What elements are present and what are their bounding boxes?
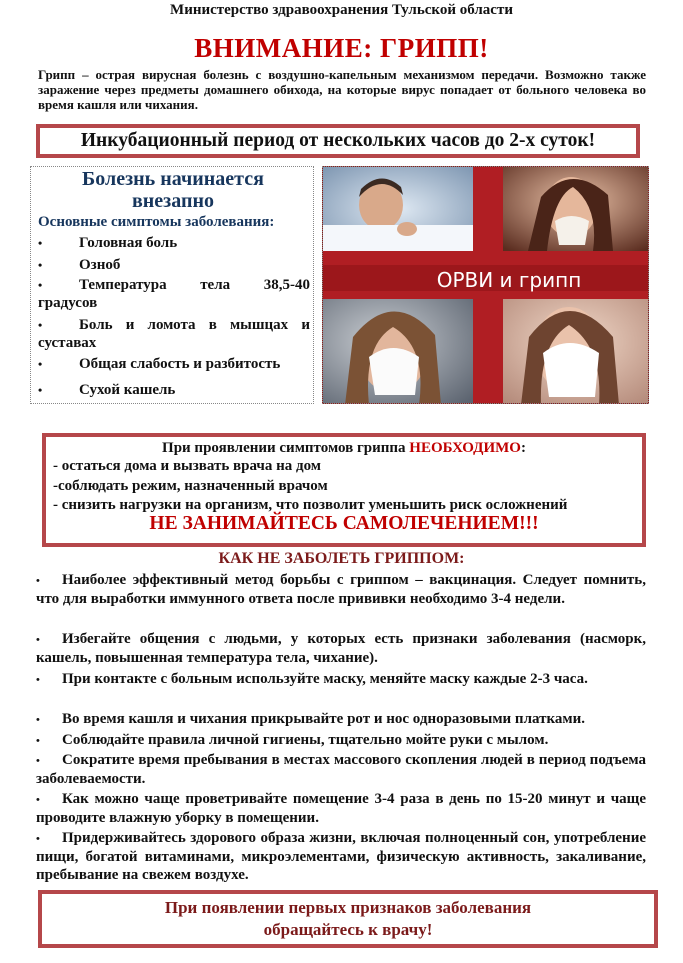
symptom-item [38, 234, 310, 252]
prevention-item [36, 751, 646, 788]
bullet-icon: • [38, 357, 43, 371]
symptom-text-cont: суставах [38, 335, 97, 351]
bullet-icon: • [38, 383, 43, 397]
incubation-banner: Инкубационный период от нескольких часов до 2-х суток! [36, 124, 640, 158]
prevention-text: Во время кашля и чихания прикрывайте рот и нос одноразовыми платками. [62, 711, 585, 727]
collage-illustration [323, 167, 649, 404]
prevention-item [36, 630, 646, 667]
symptom-text: Озноб [79, 257, 121, 273]
photo-banner-text: ОРВИ и грипп [436, 268, 582, 292]
prevention-item [36, 670, 646, 689]
bullet-icon: • [38, 278, 43, 292]
symptom-text: Боль и ломота в мышцах и [79, 317, 310, 333]
symptoms-title-line2: внезапно [131, 190, 215, 212]
prevention-item [36, 710, 646, 729]
sneezing-woman-photo [503, 167, 649, 251]
prevention-text: Наиболее эффективный метод борьбы с гриппом – вакцинация. Следует помнить, что для выработки иммунного ответа после прививки необходимо 3-4 недели. [36, 572, 646, 607]
prevention-item [36, 829, 646, 884]
necessary-item: -соблюдать режим, назначенный врачом [53, 478, 328, 494]
bullet-icon: • [36, 714, 40, 726]
symptom-text: Сухой кашель [79, 382, 176, 398]
self-treatment-warning: НЕ ЗАНИМАЙТЕСЬ САМОЛЕЧЕНИЕМ!!! [149, 513, 539, 534]
necessary-item: - остаться дома и вызвать врача на дом [53, 458, 322, 474]
symptom-item [38, 381, 310, 399]
intro-paragraph: Грипп – острая вирусная болезнь с воздушно-капельным механизмом передачи. Возможно также заражение через предметы домашнего обихода, на которые вирус попадает от больного человека во время кашля или чихания. [38, 67, 646, 112]
symptom-text: Головная боль [79, 235, 178, 251]
bullet-icon: • [36, 575, 40, 587]
bullet-icon: • [38, 258, 43, 272]
bullet-icon: • [38, 236, 43, 250]
prevention-item [36, 571, 646, 608]
page-title: ВНИМАНИЕ: ГРИПП! [194, 33, 489, 63]
prevention-text: Придерживайтесь здорового образа жизни, включая полноценный сон, употребление пищи, богатой витаминами, микроэлементами, физическую активность, закаливание, пребывание на свежем воздухе. [36, 830, 646, 883]
prevention-text: При контакте с больным используйте маску, меняйте маску каждые 2-3 часа. [62, 671, 588, 687]
bullet-icon: • [36, 755, 40, 767]
necessary-title-suffix: : [520, 440, 526, 456]
prevention-text: Избегайте общения с людьми, у которых есть признаки заболевания (насморк, кашель, повышенная температура тела, чихание). [36, 631, 646, 666]
ministry-header: Министерство здравоохранения Тульской области [170, 2, 513, 18]
necessary-title-emphasis: НЕОБХОДИМО [409, 440, 521, 456]
necessary-title [42, 440, 646, 457]
symptom-item [38, 355, 310, 373]
bullet-icon: • [36, 634, 40, 646]
symptoms-title-line1: Болезнь начинается [82, 168, 264, 190]
symptom-text: Общая слабость и разбитость [79, 356, 281, 372]
symptoms-subtitle: Основные симптомы заболевания: [38, 214, 275, 230]
prevention-title: КАК НЕ ЗАБОЛЕТЬ ГРИППОМ: [218, 550, 465, 567]
bullet-icon: • [36, 735, 40, 747]
prevention-item [36, 731, 646, 750]
bullet-icon: • [38, 318, 43, 332]
symptom-item [38, 256, 310, 274]
footer-line-2: обращайтесь к врачу! [263, 920, 433, 939]
prevention-text: Как можно чаще проветривайте помещение 3-4 раза в день по 15-20 минут и чаще проводите влажную уборку в помещении. [36, 791, 646, 826]
girl-tissue-photo [323, 299, 473, 404]
symptom-text-cont: градусов [38, 295, 98, 311]
necessary-item: - снизить нагрузки на организм, что позволит уменьшить риск осложнений [53, 497, 568, 513]
sick-man-photo [323, 167, 473, 251]
bullet-icon: • [36, 674, 40, 686]
bullet-icon: • [36, 833, 40, 845]
footer-line-1: При появлении первых признаков заболевания [164, 898, 532, 917]
symptom-item [38, 316, 310, 352]
prevention-item [36, 790, 646, 827]
prevention-text: Соблюдайте правила личной гигиены, тщательно мойте руки с мылом. [62, 732, 549, 748]
woman-tissue-photo [503, 299, 649, 404]
necessary-title-prefix: При проявлении симптомов гриппа [162, 440, 410, 456]
symptoms-title [36, 168, 310, 212]
symptom-item [38, 276, 310, 312]
flu-photo-collage [322, 166, 649, 404]
prevention-text: Сократите время пребывания в местах массового скопления людей в период подъема заболеваемости. [36, 752, 646, 787]
symptom-text: Температура тела 38,5-40 [79, 277, 310, 293]
bullet-icon: • [36, 794, 40, 806]
